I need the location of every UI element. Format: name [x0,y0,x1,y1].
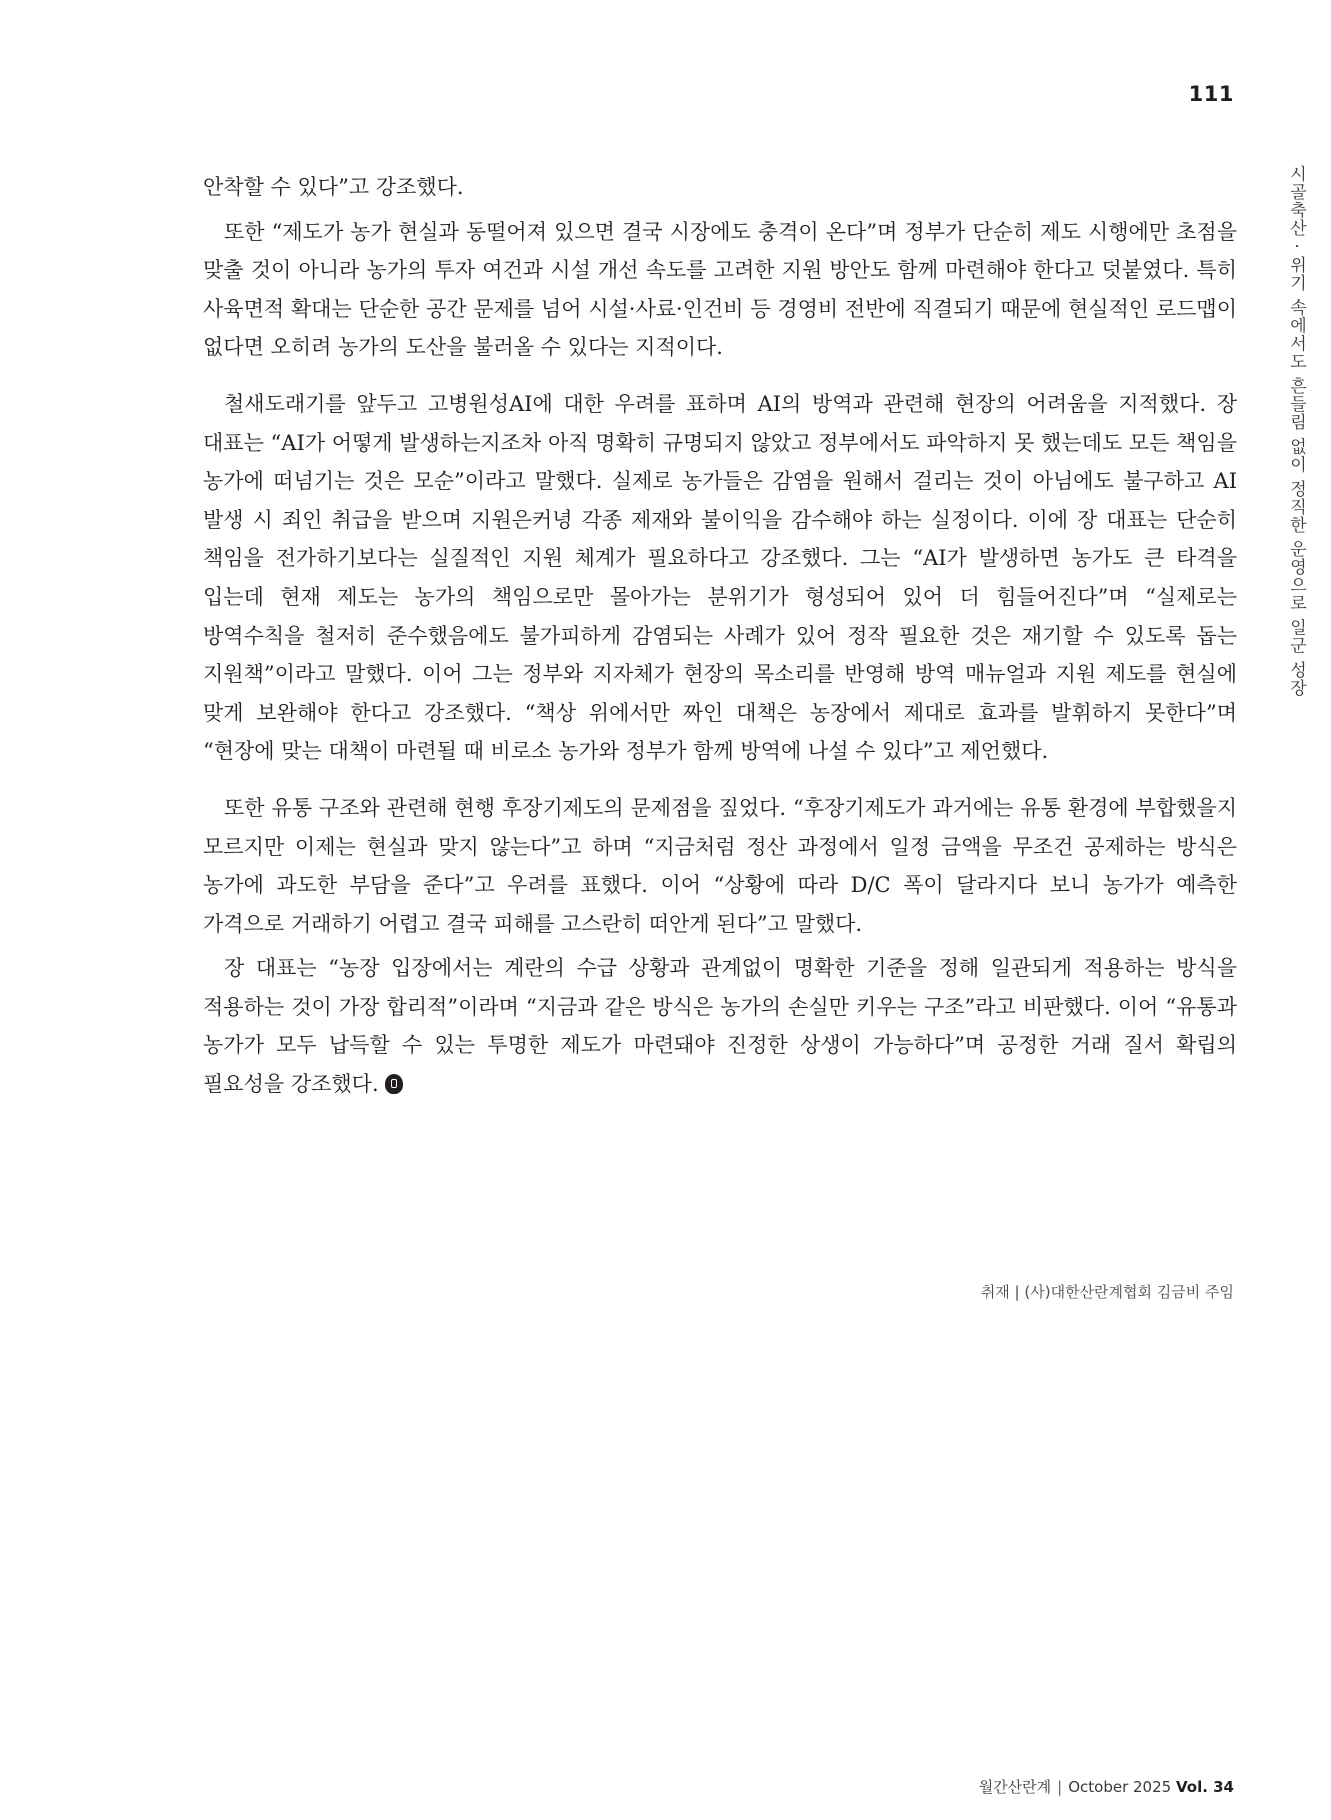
paragraph: 또한 유통 구조와 관련해 현행 후장기제도의 문제점을 짚었다. “후장기제도가 과거에는 유통 환경에 부합했을지 모르지만 이제는 현실과 맞지 않는다”고 하며 “지금처럼 정산 과정에서 일정 금액을 무조건 공제하는 방식은 농가에 과도한 부담을 준다”고 우려를 표했다. 이어 “상황에 따라 D/C 폭이 달라지다 보니 농가가 예측한 가격으로 거래하기 어렵고 결국 피해를 고스란히 떠안게 된다”고 말했다. [203,795,1237,936]
paragraph: 또한 “제도가 농가 현실과 동떨어져 있으면 결국 시장에도 충격이 온다”며 정부가 단순히 제도 시행에만 초점을 맞출 것이 아니라 농가의 투자 여건과 시설 개선 속도를 고려한 지원 방안도 함께 마련해야 한다고 덧붙였다. 특히 사육면적 확대는 단순한 공간 문제를 넘어 시설·사료·인건비 등 경영비 전반에 직결되기 때문에 현실적인 로드맵이 없다면 오히려 농가의 도산을 불러올 수 있다는 지적이다. [203,219,1237,360]
paragraph-final [203,949,1237,1103]
paragraph: 안착할 수 있다”고 강조했다. [203,175,464,199]
page-number: 111 [1188,82,1234,106]
paragraph-text: 장 대표는 “농장 입장에서는 계란의 수급 상황과 관계없이 명확한 기준을 정해 일관되게 적용하는 방식을 적용하는 것이 가장 합리적”이라며 “지금과 같은 방식은 농가의 손실만 키우는 구조”라고 비판했다. 이어 “유통과 농가가 모두 납득할 수 있는 투명한 제도가 마련돼야 진정한 상생이 가능하다”며 공정한 거래 질서 확립의 필요성을 강조했다. [203,956,1237,1097]
byline-credit: 취재 | (사)대한산란계협회 김금비 주임 [980,1283,1234,1301]
article-body [203,168,1237,1104]
issue-date: October 2025 [1068,1778,1172,1796]
magazine-name: 월간산란계 [978,1778,1052,1796]
running-head-vertical: 시골축산 · 위기 속에서도 흔들림 없이 정직한 운영으로 일군 성장 [1286,165,1306,698]
end-mark-icon [385,1074,403,1094]
page-footer [979,1776,1234,1797]
footer-divider: | [1057,1778,1063,1796]
issue-volume: Vol. 34 [1175,1778,1234,1796]
paragraph: 철새도래기를 앞두고 고병원성AI에 대한 우려를 표하며 AI의 방역과 관련해 현장의 어려움을 지적했다. 장 대표는 “AI가 어떻게 발생하는지조차 아직 명확히 규명되지 않았고 정부에서도 파악하지 못 했는데도 모든 책임을 농가에 떠넘기는 것은 모순”이라고 말했다. 실제로 농가들은 감염을 원해서 걸리는 것이 아님에도 불구하고 AI 발생 시 죄인 취급을 받으며 지원은커녕 각종 제재와 불이익을 감수해야 하는 실정이다. 이에 장 대표는 단순히 책임을 전가하기보다는 실질적인 지원 체계가 필요하다고 강조했다. 그는 “AI가 발생하면 농가도 큰 타격을 입는데 현재 제도는 농가의 책임으로만 몰아가는 분위기가 형성되어 있어 더 힘들어진다”며 “실제로는 방역수칙을 철저히 준수했음에도 불가피하게 감염되는 사례가 있어 정작 필요한 것은 재기할 수 있도록 돕는 지원책”이라고 말했다. 이어 그는 정부와 지자체가 현장의 목소리를 반영해 방역 매뉴얼과 지원 제도를 현실에 맞게 보완해야 한다고 강조했다. “책상 위에서만 짜인 대책은 농장에서 제대로 효과를 발휘하지 못한다”며 “현장에 맞는 대책이 마련될 때 비로소 농가와 정부가 함께 방역에 나설 수 있다”고 제언했다. [203,391,1237,764]
